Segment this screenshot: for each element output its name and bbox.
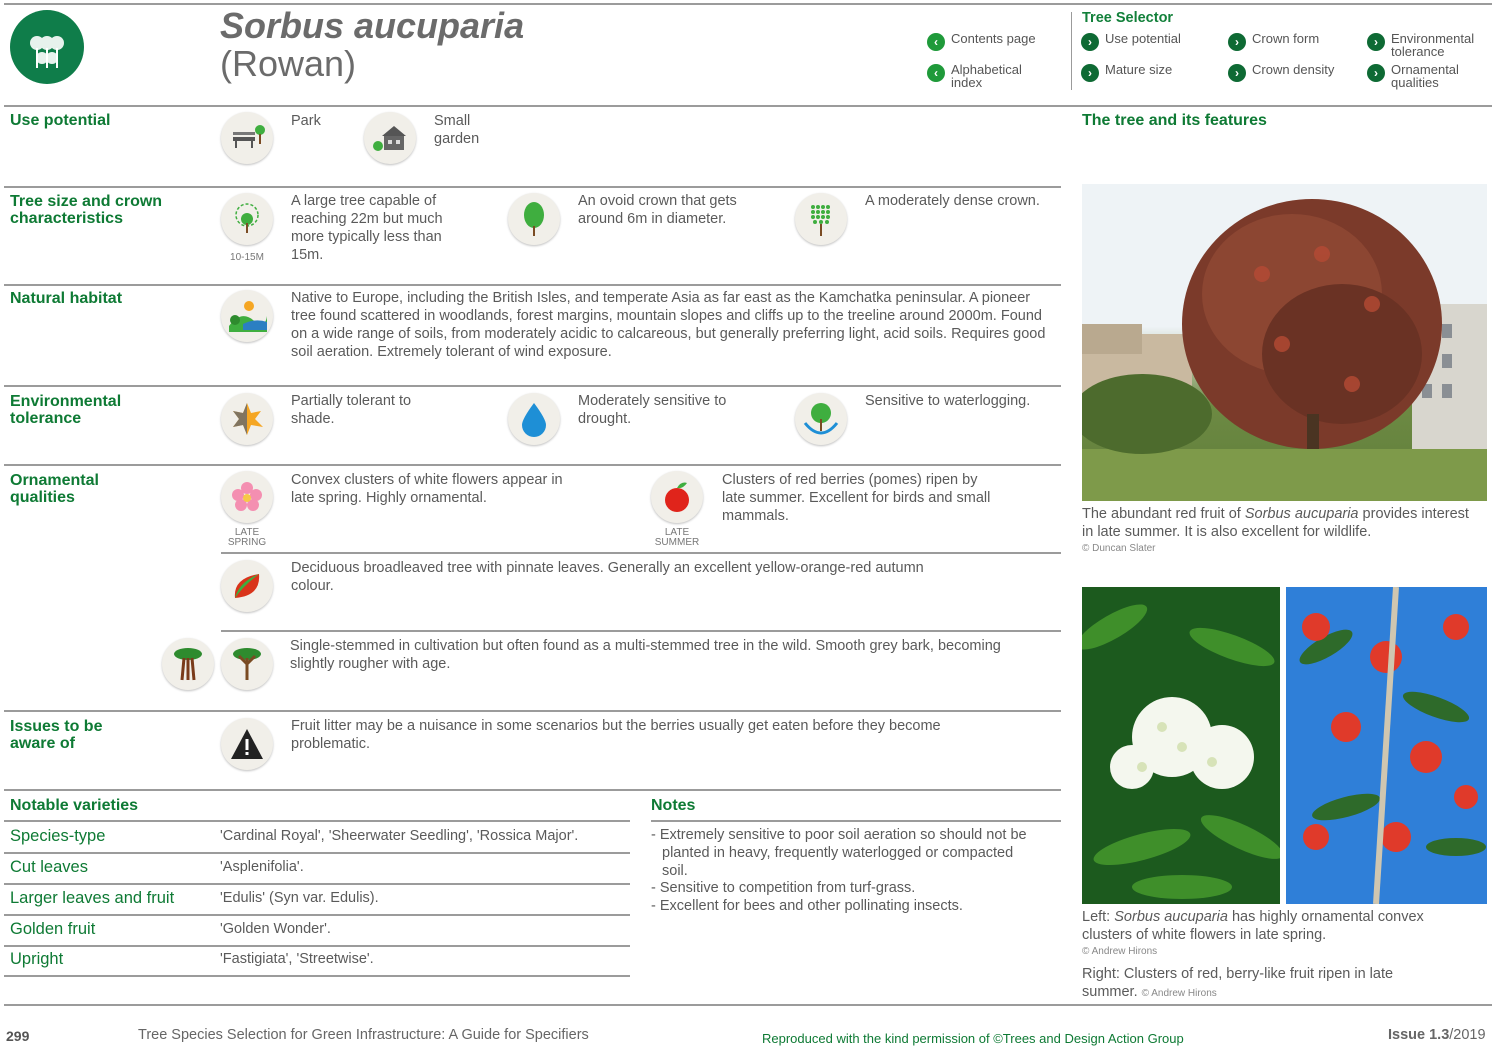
note-item: - Excellent for bees and other pollinating insects.: [651, 898, 963, 914]
header-rule: [4, 105, 1492, 107]
size-caption: 10-15M: [230, 252, 264, 263]
section-rule: [4, 464, 1061, 466]
chevron-left-icon: ‹: [927, 64, 945, 82]
variety-value: 'Edulis' (Syn var. Edulis).: [220, 890, 379, 906]
ornamental-title: Ornamental qualities: [10, 472, 99, 506]
nav-label: Mature size: [1105, 62, 1173, 77]
fruit-caption: LATE SUMMER: [654, 527, 700, 548]
common-name: (Rowan): [220, 43, 357, 84]
drought-text: Moderately sensitive to drought.: [578, 393, 727, 427]
chevron-left-icon: ‹: [927, 33, 945, 51]
selector-crown-form[interactable]: [1228, 32, 1338, 51]
rowan-tree-photo: [1082, 184, 1487, 501]
nav-label: Use potential: [1105, 31, 1181, 46]
selector-environmental-tolerance[interactable]: [1367, 32, 1492, 58]
nav-alphabetical-index[interactable]: [927, 63, 1042, 89]
park-bench-icon: [221, 112, 273, 164]
waterlogging-icon: [795, 393, 847, 445]
page-number: 299: [6, 1028, 30, 1044]
varieties-title: Notable varieties: [10, 797, 139, 814]
nav-label: Crown density: [1252, 62, 1335, 77]
photo1-caption: [1082, 505, 1472, 541]
section-rule: [4, 385, 1061, 387]
bark-text: Single-stemmed in cultivation but often found as a multi-stemmed tree in the wild. Smooth grey bark, becoming slightly rougher with age.: [290, 638, 1001, 672]
house-garden-icon: [364, 112, 416, 164]
note-item: - Extremely sensitive to poor soil aeration so should not be planted in heavy, frequently waterlogged or compacted soil.: [651, 827, 1027, 879]
caption-text: provides interest in late summer. It is also excellent for wildlife.: [1082, 506, 1469, 540]
habitat-title: Natural habitat: [10, 290, 123, 307]
caption-species: Sorbus aucuparia: [1114, 909, 1228, 925]
density-text: A moderately dense crown.: [865, 193, 1040, 209]
variety-row: [4, 822, 630, 854]
shade-text: Partially tolerant to shade.: [291, 393, 412, 427]
nav-label: Alphabetical index: [951, 62, 1022, 90]
selector-crown-density[interactable]: [1228, 63, 1338, 82]
flower-icon: [221, 471, 273, 523]
ornamental-divider: [221, 630, 1061, 632]
caption-text: has highly ornamental convex clusters of white flowers in late spring.: [1082, 909, 1424, 943]
variety-name: Golden fruit: [10, 920, 96, 938]
nav-contents-page[interactable]: [927, 32, 1042, 51]
caption-text: Right: Clusters of red, berry-like fruit ripen in late summer.: [1082, 966, 1394, 1000]
notes-rule: [651, 820, 1061, 822]
red-berries-photo: [1286, 587, 1487, 904]
chevron-right-icon: ›: [1367, 64, 1385, 82]
variety-name: Upright: [10, 950, 64, 968]
fruit-text: Clusters of red berries (pomes) ripen by late summer. Excellent for birds and small mammals.: [722, 472, 991, 524]
crown-text: An ovoid crown that gets around 6m in diameter.: [578, 193, 737, 227]
permission-note: Reproduced with the kind permission of ©Trees and Design Action Group: [762, 1031, 1184, 1046]
size-title: Tree size and crown characteristics: [10, 193, 163, 227]
leaf-text: Deciduous broadleaved tree with pinnate leaves. Generally an excellent yellow-orange-red autumn colour.: [291, 560, 924, 594]
photo2-credit: © Andrew Hirons: [1082, 946, 1158, 957]
tree-height-icon: [221, 193, 273, 245]
single-stem-icon: [221, 638, 273, 690]
variety-row: [4, 853, 630, 885]
section-rule: [4, 789, 1061, 791]
photo3-credit: © Andrew Hirons: [1141, 988, 1217, 999]
chevron-right-icon: ›: [1228, 64, 1246, 82]
issues-text: Fruit litter may be a nuisance in some scenarios but the berries usually get eaten before they become problematic.: [291, 718, 941, 752]
guide-title: Tree Species Selection for Green Infrastructure: A Guide for Specifiers: [138, 1027, 589, 1043]
ovoid-crown-icon: [508, 193, 560, 245]
use-potential-title: Use potential: [10, 112, 111, 129]
shade-leaf-icon: [221, 393, 273, 445]
nav-label: Crown form: [1252, 31, 1320, 46]
warning-icon: [221, 718, 273, 770]
note-item: - Sensitive to competition from turf-grass.: [651, 880, 916, 896]
habitat-text: Native to Europe, including the British Isles, and temperate Asia as far east as the Kamchatka peninsular. A pioneer tree found scattered in woodlands, forest margins, mountain slopes and cliffs up to the treeline around 2000m. Found on a wide range of soils, from moderately acidic to calcareous, but generally preferring light, acid soils. Requires good soil aeration. Extremely tolerant of wind exposure.: [291, 290, 1046, 360]
waterlogging-text: Sensitive to waterlogging.: [865, 393, 1031, 409]
issues-title: Issues to be aware of: [10, 718, 103, 752]
white-flowers-photo: [1082, 587, 1280, 904]
autumn-leaf-icon: [221, 560, 273, 612]
variety-row: [4, 884, 630, 916]
crown-density-icon: [795, 193, 847, 245]
issue-label: [1388, 1027, 1486, 1043]
tree-selector-title: Tree Selector: [1082, 10, 1174, 26]
chevron-right-icon: ›: [1228, 33, 1246, 51]
caption-species: Sorbus aucuparia: [1244, 506, 1359, 522]
env-title: Environmental tolerance: [10, 393, 122, 427]
landscape-icon: [221, 290, 273, 342]
variety-value: 'Asplenifolia'.: [220, 859, 304, 875]
notes-title: Notes: [651, 797, 696, 814]
features-title: The tree and its features: [1082, 112, 1267, 129]
section-rule: [4, 186, 1061, 188]
logo-icon: [10, 10, 84, 84]
chevron-right-icon: ›: [1081, 64, 1099, 82]
header-divider: [1071, 12, 1072, 90]
variety-row: [4, 915, 630, 947]
footer-rule: [4, 1004, 1492, 1006]
section-rule: [4, 710, 1061, 712]
chevron-right-icon: ›: [1081, 33, 1099, 51]
issue-year: /2019: [1449, 1027, 1486, 1043]
selector-ornamental-qualities[interactable]: [1367, 63, 1492, 89]
chevron-right-icon: ›: [1367, 33, 1385, 51]
photo2-caption: [1082, 908, 1452, 944]
nav-label: Ornamental qualities: [1391, 62, 1459, 90]
flower-text: Convex clusters of white flowers appear in late spring. Highly ornamental.: [291, 472, 563, 506]
variety-value: 'Fastigiata', 'Streetwise'.: [220, 951, 374, 967]
species-title: Sorbus aucuparia: [220, 5, 525, 46]
variety-name: Larger leaves and fruit: [10, 889, 175, 907]
variety-row: [4, 945, 630, 977]
red-fruit-icon: [651, 471, 703, 523]
selector-mature-size[interactable]: [1081, 63, 1191, 82]
variety-value: 'Golden Wonder'.: [220, 921, 331, 937]
variety-name: Species-type: [10, 827, 106, 845]
multi-stem-icon: [162, 638, 214, 690]
ornamental-divider: [221, 552, 1061, 554]
water-drop-icon: [508, 393, 560, 445]
size-text: A large tree capable of reaching 22m but much more typically less than 15m.: [291, 193, 443, 263]
variety-value: 'Cardinal Royal', 'Sheerwater Seedling', 'Rossica Major'.: [220, 828, 579, 844]
selector-use-potential[interactable]: [1081, 32, 1191, 51]
use-item-park: Park: [291, 113, 321, 129]
section-rule: [4, 284, 1061, 286]
nav-label: Contents page: [951, 31, 1036, 46]
use-item-small-garden: Small garden: [434, 113, 480, 147]
caption-text: Left:: [1082, 909, 1111, 925]
photo1-credit: © Duncan Slater: [1082, 543, 1156, 554]
nav-label: Environmental tolerance: [1391, 31, 1475, 59]
variety-name: Cut leaves: [10, 858, 88, 876]
issue-number: Issue 1.3: [1388, 1027, 1450, 1043]
photo3-caption: [1082, 965, 1412, 1003]
caption-text: The abundant red fruit of: [1082, 506, 1241, 522]
flower-caption: LATE SPRING: [227, 527, 267, 548]
